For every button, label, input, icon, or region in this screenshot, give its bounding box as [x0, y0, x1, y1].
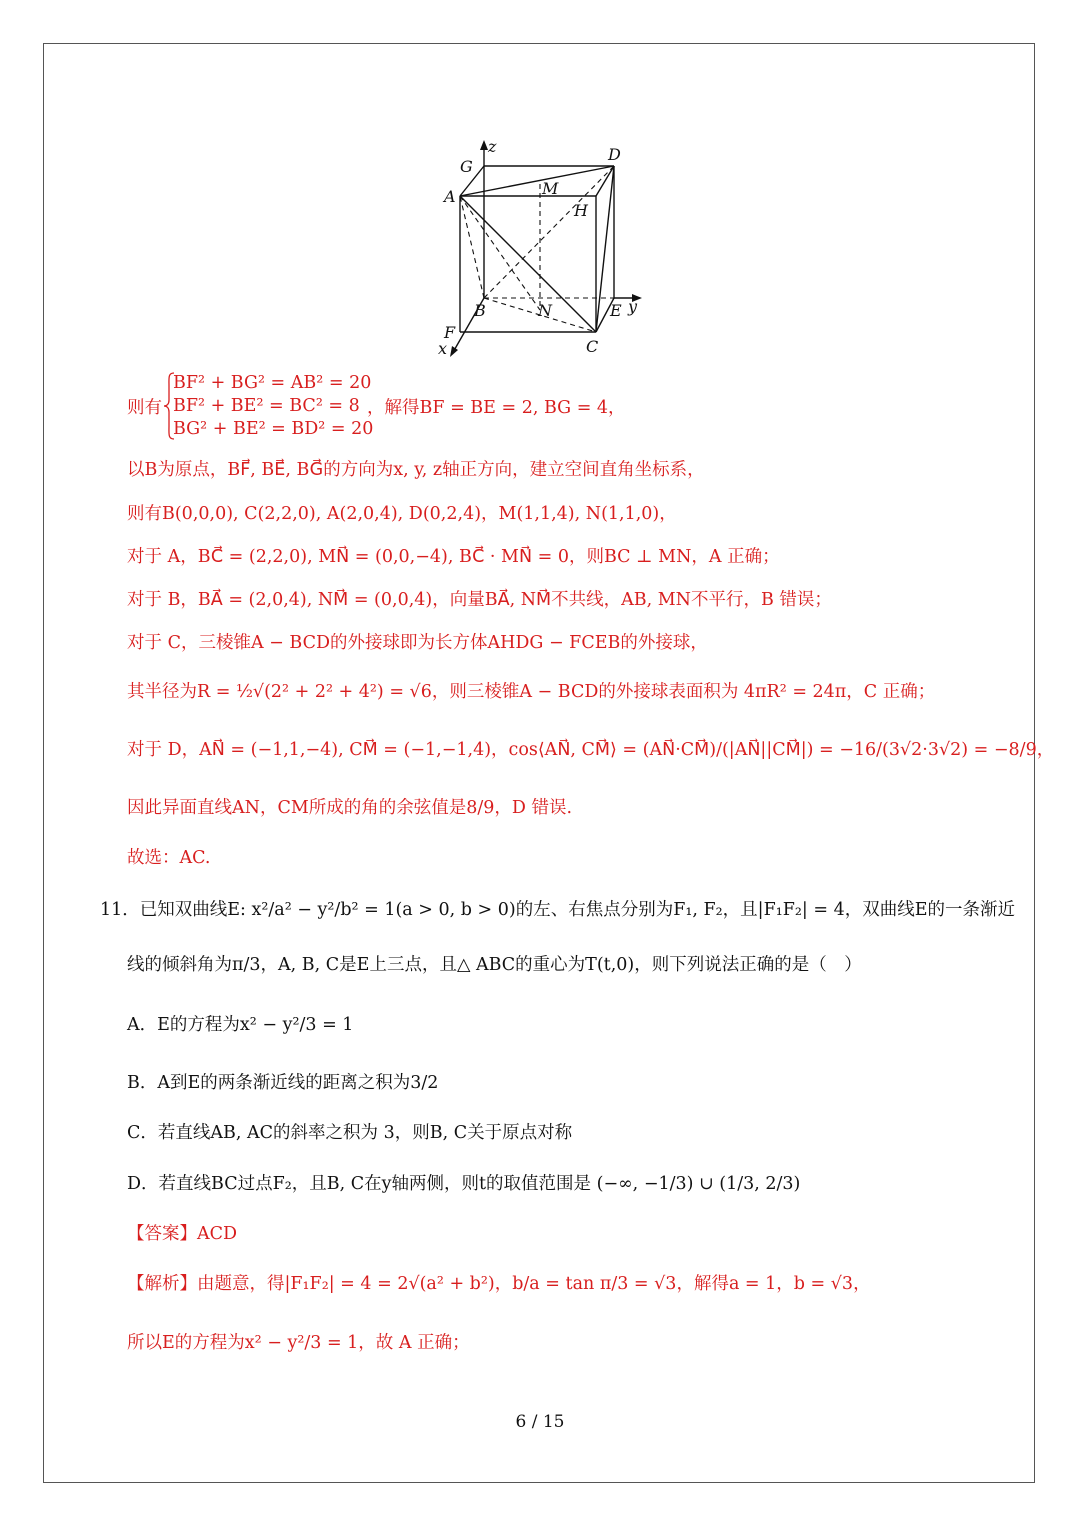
answer-value: ACD — [197, 1224, 238, 1244]
question-stem-2: 线的倾斜角为π/3，A, B, C是E上三点，且△ ABC的重心为T(t,0)，则下列说法正确的是（ ） — [127, 955, 862, 975]
analysis-line-1 — [127, 1274, 871, 1295]
dash-AN — [460, 196, 540, 310]
system-result: ，解得BF = BE = 2, BG = 4， — [367, 398, 626, 418]
label-y: y — [628, 297, 638, 316]
analysis-line-2: 所以E的方程为x² − y²/3 = 1，故 A 正确； — [127, 1333, 470, 1353]
answer-line — [127, 1224, 237, 1245]
label-N: N — [538, 301, 552, 320]
label-C: C — [586, 337, 599, 356]
edge-AD — [460, 166, 614, 196]
label-F: F — [444, 323, 456, 342]
system-rows — [173, 372, 373, 441]
label-D: D — [608, 145, 621, 164]
option-c-analysis-1: 对于 C，三棱锥A − BCD的外接球即为长方体AHDG − FCEB的外接球， — [127, 633, 708, 653]
question-number: 11． — [100, 900, 140, 920]
choice-text: 故选：AC. — [127, 848, 211, 868]
analysis-tag: 【解析】 — [127, 1274, 197, 1294]
dash-BA — [460, 196, 484, 298]
label-A: A — [444, 187, 456, 206]
label-H: H — [574, 201, 588, 220]
label-x: x — [438, 339, 448, 358]
option-d: D．若直线BC过点F₂，且B, C在y轴两侧，则t的取值范围是 (−∞, −1/3) ∪ (1/3, 2/3) — [127, 1174, 801, 1194]
label-z: z — [488, 137, 497, 156]
option-b-analysis: 对于 B，BA⃗ = (2,0,4), NM⃗ = (0,0,4)，向量BA⃗, NM⃗不共线，AB, MN不平行，B 错误； — [127, 590, 832, 610]
option-a-analysis: 对于 A，BC⃗ = (2,2,0), MN⃗ = (0,0,−4), BC⃗ · MN⃗ = 0，则BC ⊥ MN，A 正确； — [127, 547, 780, 567]
answer-tag: 【答案】 — [127, 1224, 197, 1244]
system-label: 则有 — [127, 398, 162, 418]
coord-system-text: 以B为原点，BF⃗, BE⃗, BG⃗的方向为x, y, z轴正方向，建立空间直角坐标系， — [127, 460, 705, 480]
cuboid-figure — [436, 136, 648, 358]
system-eq-3: BG² + BE² = BD² = 20 — [173, 419, 374, 439]
analysis-text-1: 由题意，得|F₁F₂| = 4 = 2√(a² + b²)，b/a = tan π/3 = √3，解得a = 1，b = √3， — [197, 1274, 871, 1294]
question-stem-1: 已知双曲线E: x²/a² − y²/b² = 1(a > 0, b > 0)的左、右焦点分别为F₁, F₂，且|F₁F₂| = 4，双曲线E的一条渐近 — [139, 900, 1015, 920]
label-G: G — [460, 157, 473, 176]
system-eq-1: BF² + BG² = AB² = 20 — [173, 373, 372, 393]
z-arrow — [480, 140, 488, 150]
option-b: B．A到E的两条渐近线的距离之积为3/2 — [127, 1073, 439, 1093]
label-M: M — [542, 179, 559, 198]
question-11-line-1 — [100, 900, 1015, 921]
label-B: B — [474, 301, 486, 320]
system-eq-2: BF² + BE² = BC² = 8 — [173, 396, 360, 416]
option-d-analysis-2: 因此异面直线AN，CM所成的角的余弦值是8/9，D 错误. — [127, 798, 573, 818]
page-number: 6 / 15 — [515, 1412, 565, 1432]
option-d-analysis-1: 对于 D，AN⃗ = (−1,1,−4), CM⃗ = (−1,−1,4)，cos⟨AN⃗, CM⃗⟩ = (AN⃗·CM⃗)/(|AN⃗||CM⃗|) = −16/(3√2·3√2) = −8/9， — [127, 740, 1055, 760]
option-c: C．若直线AB, AC的斜率之积为 3，则B, C关于原点对称 — [127, 1123, 573, 1143]
option-a: A．E的方程为x² − y²/3 = 1 — [127, 1015, 354, 1035]
label-E: E — [610, 301, 622, 320]
x-arrow — [450, 346, 458, 357]
points-text: 则有B(0,0,0), C(2,2,0), A(2,0,4), D(0,2,4)，M(1,1,4), N(1,1,0)， — [127, 504, 677, 524]
option-c-analysis-2: 其半径为R = ½√(2² + 2² + 4²) = √6，则三棱锥A − BCD的外接球表面积为 4πR² = 24π，C 正确； — [127, 682, 936, 702]
